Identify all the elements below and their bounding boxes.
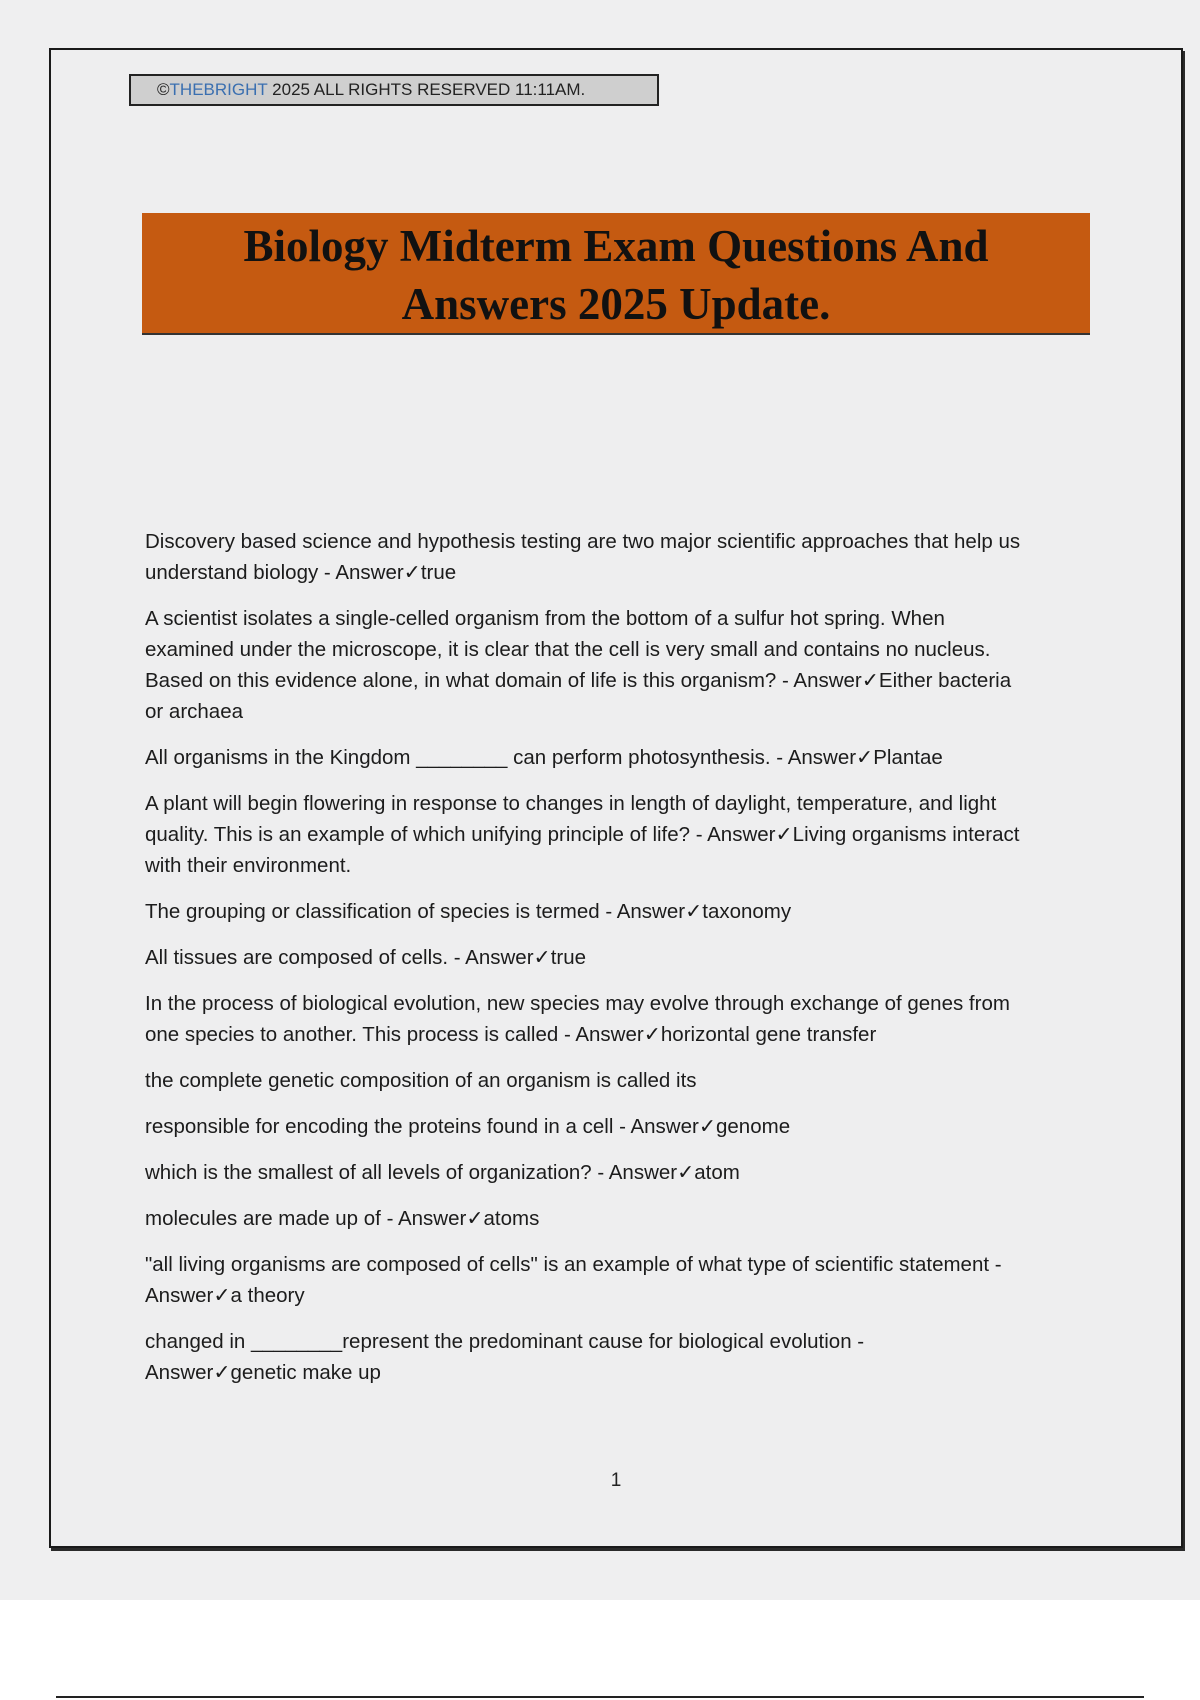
qa-item: All tissues are composed of cells. - Answer✓true [145, 946, 587, 969]
qa-item: The grouping or classification of species is termed - Answer✓taxonomy [145, 900, 792, 923]
copyright-symbol: © [157, 80, 170, 99]
copyright-brand: THEBRIGHT [169, 80, 268, 99]
qa-item: changed in ________represent the predominant cause for biological evolution - Answer✓genetic make up [145, 1330, 865, 1384]
qa-item: responsible for encoding the proteins found in a cell - Answer✓genome [145, 1115, 791, 1138]
qa-item: A scientist isolates a single-celled organism from the bottom of a sulfur hot spring. When examined under the microscope, it is clear that the cell is very small and contains no nucleus. Based on this evidence alone, in what domain of life is this organism? - Answer✓Either bacteria or archaea [145, 607, 1012, 723]
qa-item: In the process of biological evolution, new species may evolve through exchange of genes from one species to another. This process is called - Answer✓horizontal gene transfer [145, 992, 1010, 1046]
document-title-line-2: Answers 2025 Update. [401, 279, 831, 329]
page-number: 1 [610, 1470, 622, 1491]
qa-item: A plant will begin flowering in response to changes in length of daylight, temperature, and light quality. This is an example of which unifying principle of life? - Answer✓Living organisms interact with their environment. [145, 792, 1020, 877]
qa-item: All organisms in the Kingdom ________ can perform photosynthesis. - Answer✓Plantae [145, 746, 943, 769]
question-answer-list [145, 526, 1145, 1403]
document-title [243, 217, 988, 333]
title-banner [142, 213, 1090, 335]
document-title-line-1: Biology Midterm Exam Questions And [243, 221, 989, 271]
document-page [49, 48, 1183, 1548]
copyright-banner [129, 74, 659, 106]
next-page-top-rule [56, 1696, 1144, 1698]
copyright-text: 2025 ALL RIGHTS RESERVED 11:11AM. [267, 80, 586, 99]
qa-item: the complete genetic composition of an organism is called its [145, 1069, 697, 1092]
qa-item: which is the smallest of all levels of organization? - Answer✓atom [145, 1161, 740, 1184]
qa-item: "all living organisms are composed of cells" is an example of what type of scientific statement - Answer✓a theory [145, 1253, 1002, 1307]
qa-item: molecules are made up of - Answer✓atoms [145, 1207, 540, 1230]
qa-item: Discovery based science and hypothesis testing are two major scientific approaches that help us understand biology - Answer✓true [145, 530, 1021, 584]
